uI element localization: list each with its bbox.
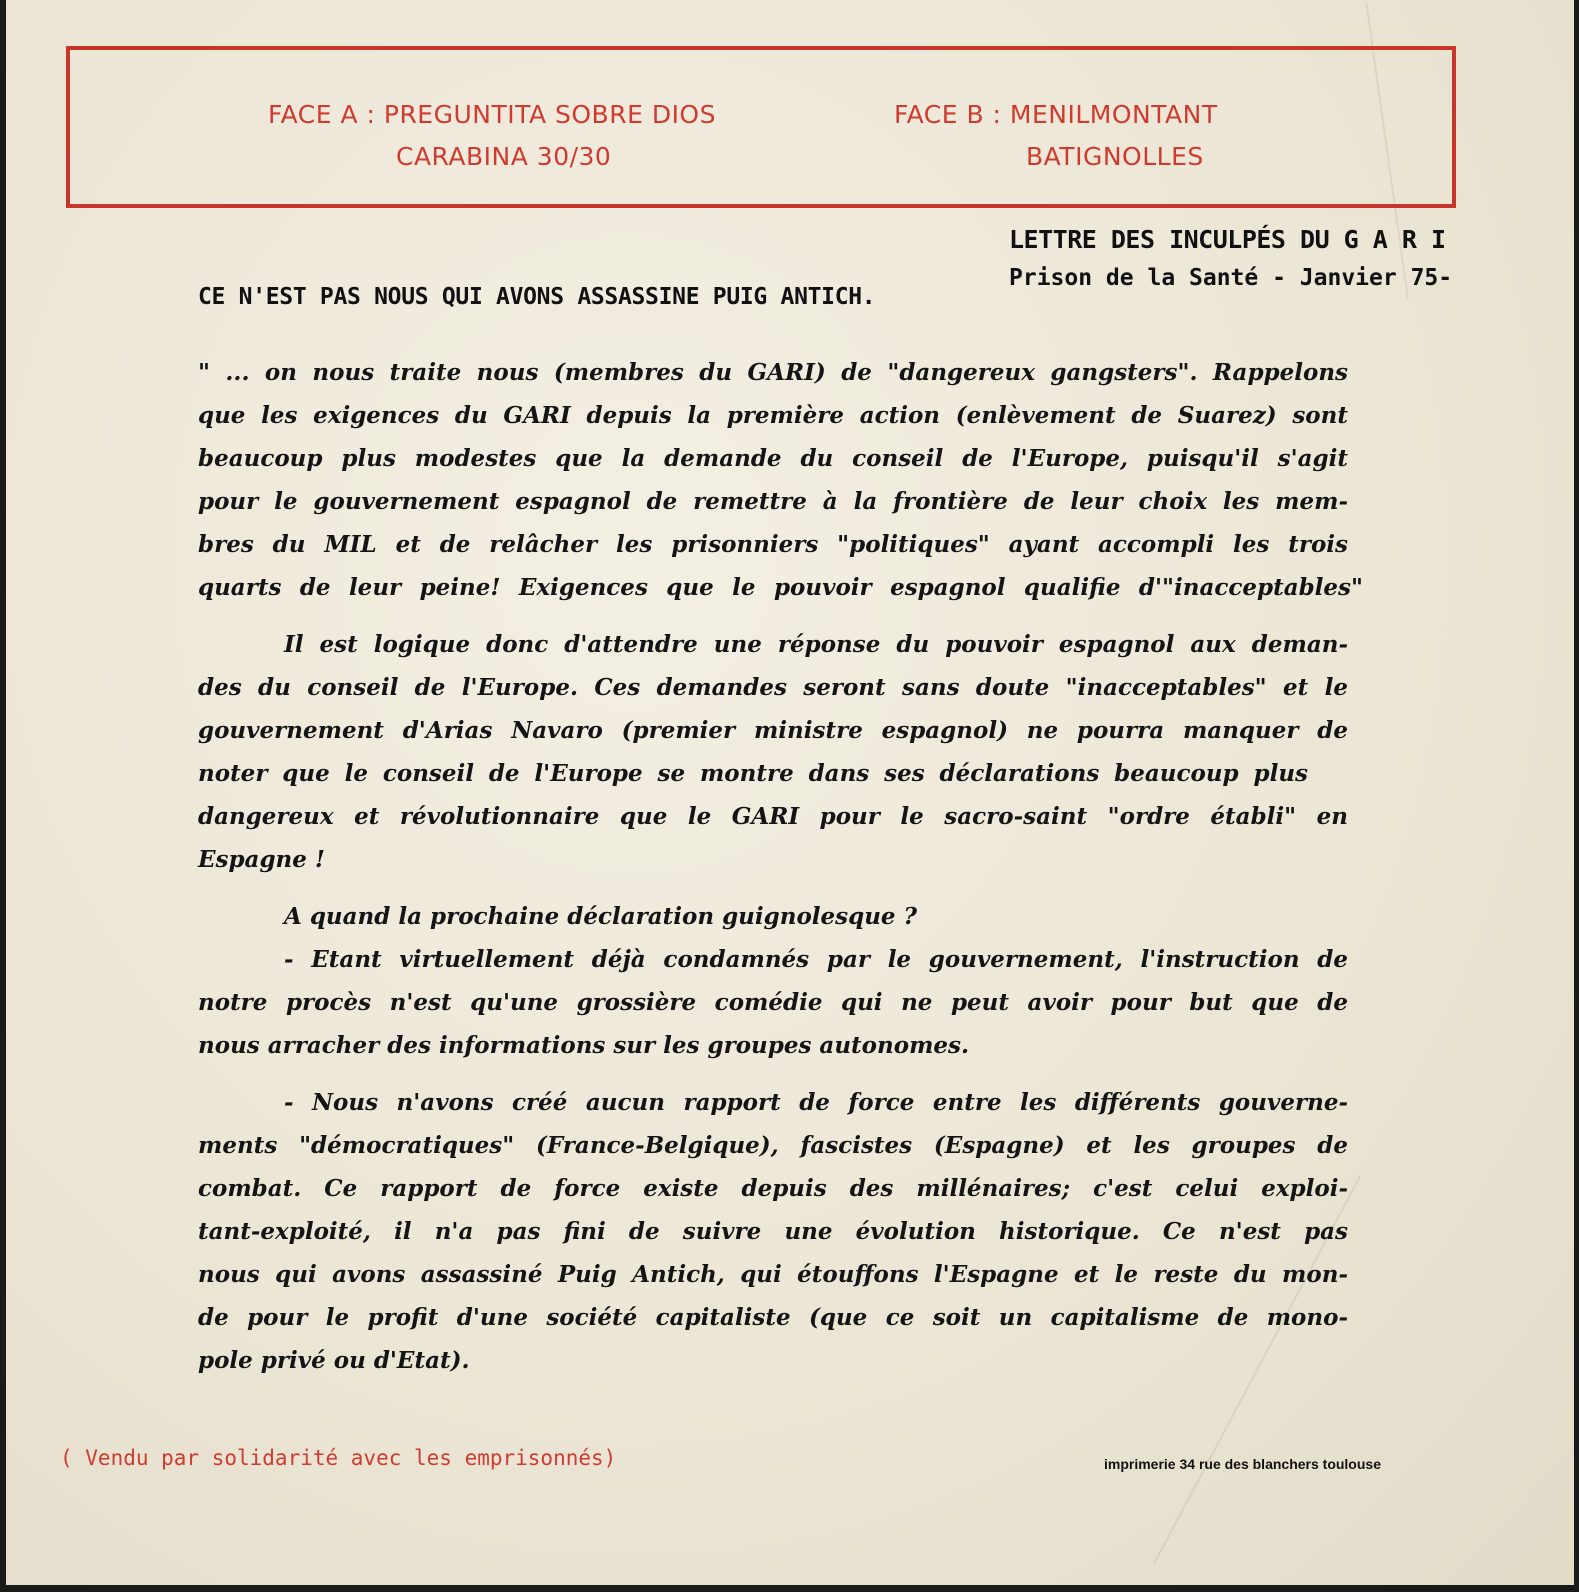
body-line: pole privé ou d'Etat). [198, 1347, 470, 1374]
body-line: " ... on nous traite nous (membres du GARI) de "dangereux gangsters". Rappelons [198, 359, 1348, 386]
body-line: notre procès n'est qu'une grossière comédie qui ne peut avoir pour but que de [198, 989, 1348, 1016]
letter-title: LETTRE DES INCULPÉS DU G A R I [1009, 225, 1446, 254]
body-line: combat. Ce rapport de force existe depuis des millénaires; c'est celui exploi- [198, 1175, 1348, 1202]
body-line: beaucoup plus modestes que la demande du conseil de l'Europe, puisqu'il s'agit [198, 445, 1348, 472]
face-b-track-1: FACE B : MENILMONTANT [894, 100, 1218, 129]
face-b-track-2: BATIGNOLLES [1026, 142, 1204, 171]
solidarity-note: ( Vendu par solidarité avec les emprisonnés) [60, 1446, 617, 1470]
body-line: nous qui avons assassiné Puig Antich, qui étouffons l'Espagne et le reste du mon- [198, 1261, 1348, 1288]
body-line: gouvernement d'Arias Navaro (premier ministre espagnol) ne pourra manquer de [198, 717, 1348, 744]
body-line: dangereux et révolutionnaire que le GARI pour le sacro-saint "ordre établi" en [198, 803, 1348, 830]
headline: CE N'EST PAS NOUS QUI AVONS ASSASSINE PUIG ANTICH. [198, 284, 876, 310]
face-a-track-1: FACE A : PREGUNTITA SOBRE DIOS [268, 100, 716, 129]
body-line: de pour le profit d'une société capitaliste (que ce soit un capitalisme de mono- [198, 1304, 1348, 1331]
body-line: pour le gouvernement espagnol de remettre à la frontière de leur choix les mem- [198, 488, 1348, 515]
body-line: bres du MIL et de relâcher les prisonniers "politiques" ayant accompli les trois [198, 531, 1348, 558]
body-line: tant-exploité, il n'a pas fini de suivre une évolution historique. Ce n'est pas [198, 1218, 1348, 1245]
printer-credit: imprimerie 34 rue des blanchers toulouse [1104, 1456, 1381, 1472]
body-line: nous arracher des informations sur les groupes autonomes. [198, 1032, 970, 1059]
body-line: - Nous n'avons créé aucun rapport de force entre les différents gouverne- [284, 1089, 1348, 1116]
body-line: Il est logique donc d'attendre une réponse du pouvoir espagnol aux deman- [284, 631, 1348, 658]
face-a-track-2: CARABINA 30/30 [396, 142, 612, 171]
body-line: Espagne ! [198, 846, 326, 873]
letter-subtitle: Prison de la Santé - Janvier 75- [1009, 265, 1453, 291]
body-line: A quand la prochaine déclaration guignolesque ? [284, 903, 918, 930]
body-line: ments "démocratiques" (France-Belgique), fascistes (Espagne) et les groupes de [198, 1132, 1348, 1159]
body-line: que les exigences du GARI depuis la première action (enlèvement de Suarez) sont [198, 402, 1348, 429]
body-line: des du conseil de l'Europe. Ces demandes seront sans doute "inacceptables" et le [198, 674, 1348, 701]
body-line: - Etant virtuellement déjà condamnés par le gouvernement, l'instruction de [284, 946, 1348, 973]
body-line: noter que le conseil de l'Europe se montre dans ses déclarations beaucoup plus [198, 760, 1308, 787]
body-line: quarts de leur peine! Exigences que le pouvoir espagnol qualifie d'"inacceptables" [198, 574, 1363, 601]
record-sleeve-back [6, 0, 1574, 1585]
